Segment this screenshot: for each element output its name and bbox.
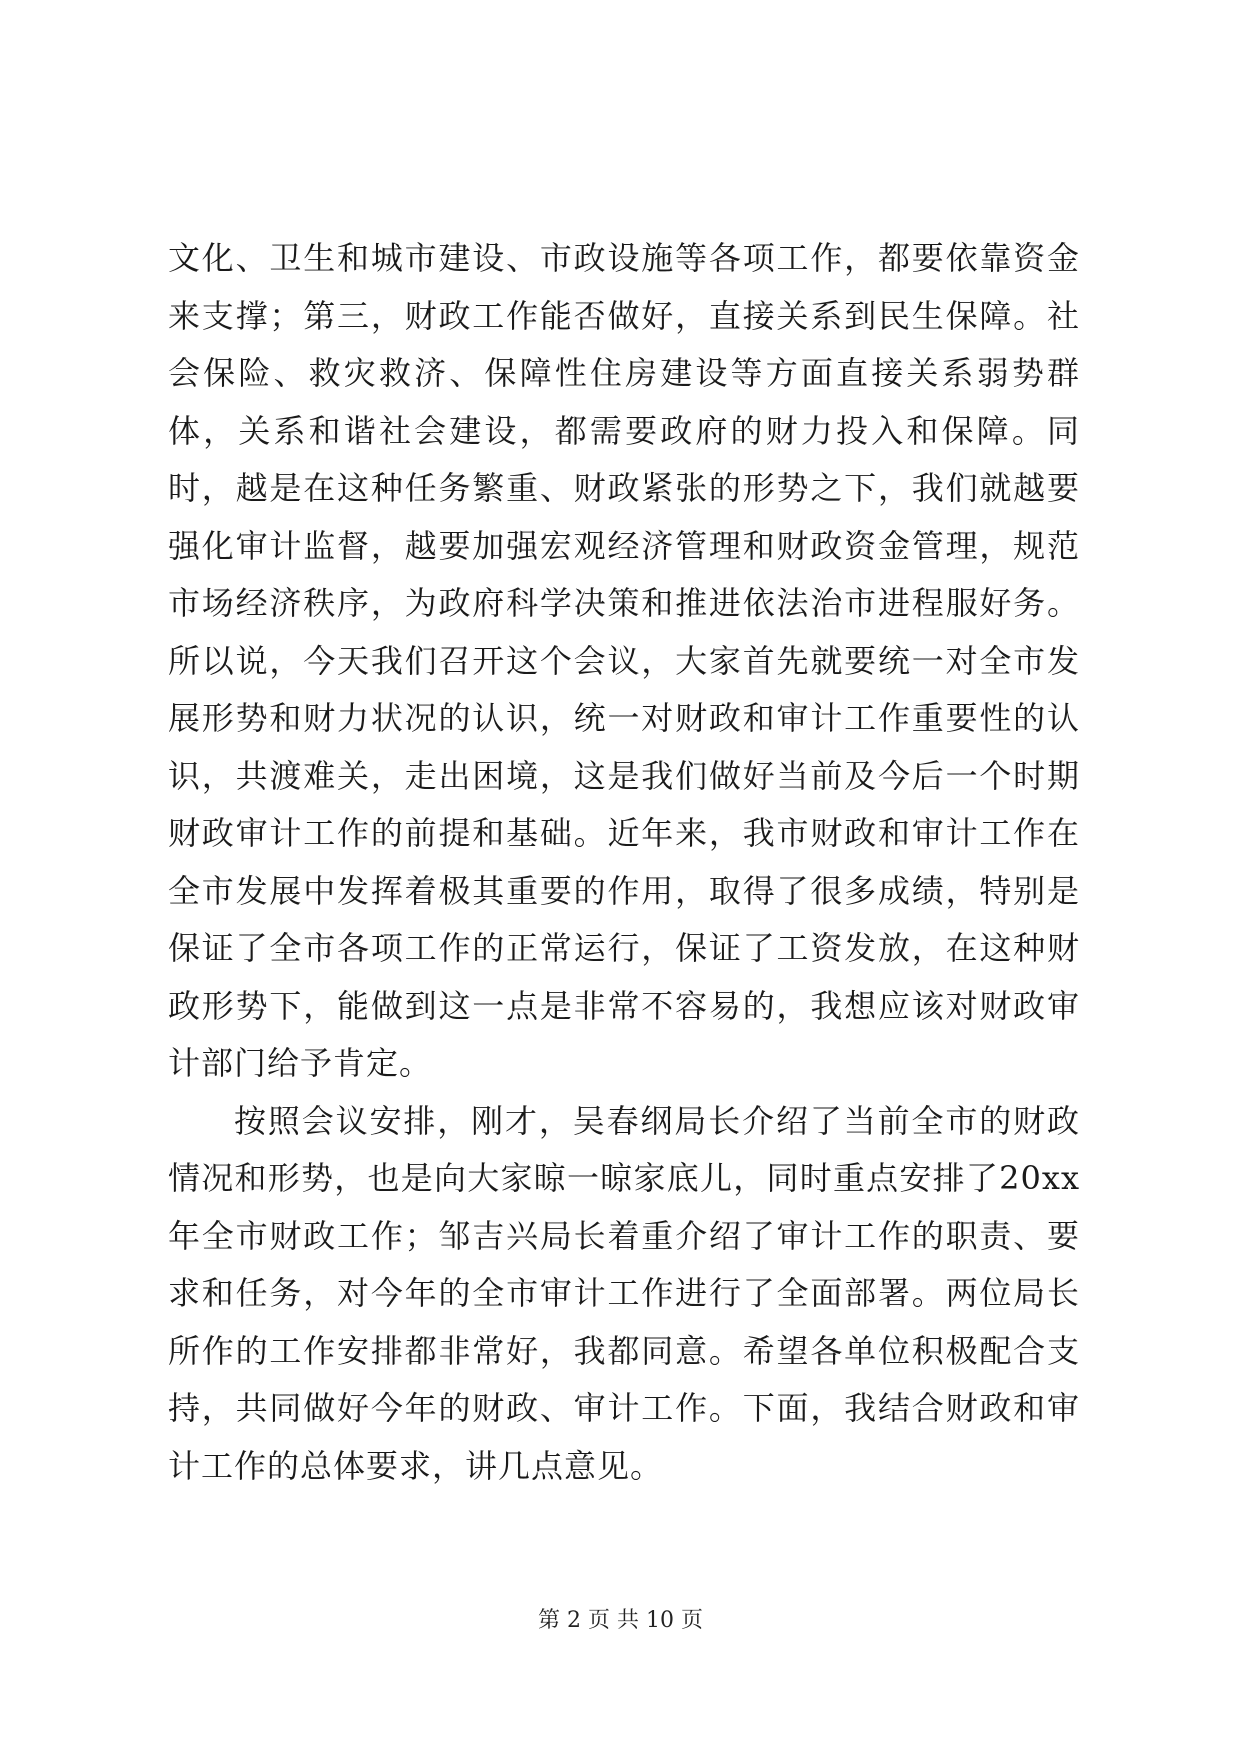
paragraph-meeting-arrangement: 按照会议安排，刚才，吴春纲局长介绍了当前全市的财政情况和形势，也是向大家晾一晾家底儿，同时重点安排了20xx年全市财政工作；邹吉兴局长着重介绍了审计工作的职责、要求和任务，对今年的全市审计工作进行了全面部署。两位局长所作的工作安排都非常好，我都同意。希望各单位积极配合支持，共同做好今年的财政、审计工作。下面，我结合财政和审计工作的总体要求，讲几点意见。 <box>168 1101 1080 1485</box>
paragraph-continued: 文化、卫生和城市建设、市政设施等各项工作，都要依靠资金来支撑；第三，财政工作能否做好，直接关系到民生保障。社会保险、救灾救济、保障性住房建设等方面直接关系弱势群体，关系和谐社会建设，都需要政府的财力投入和保障。同时，越是在这种任务繁重、财政紧张的形势之下，我们就越要强化审计监督，越要加强宏观经济管理和财政资金管理，规范市场经济秩序，为政府科学决策和推进依法治市进程服好务。所以说，今天我们召开这个会议，大家首先就要统一对全市发展形势和财力状况的认识，统一对财政和审计工作重要性的认识，共渡难关，走出困境，这是我们做好当前及今后一个时期财政审计工作的前提和基础。近年来，我市财政和审计工作在全市发展中发挥着极其重要的作用，取得了很多成绩，特别是保证了全市各项工作的正常运行，保证了工资发放，在这种财政形势下，能做到这一点是非常不容易的，我想应该对财政审计部门给予肯定。 <box>168 239 1080 1082</box>
page-number-footer: 第 2 页 共 10 页 <box>538 1608 703 1633</box>
document-body <box>168 230 1080 1495</box>
